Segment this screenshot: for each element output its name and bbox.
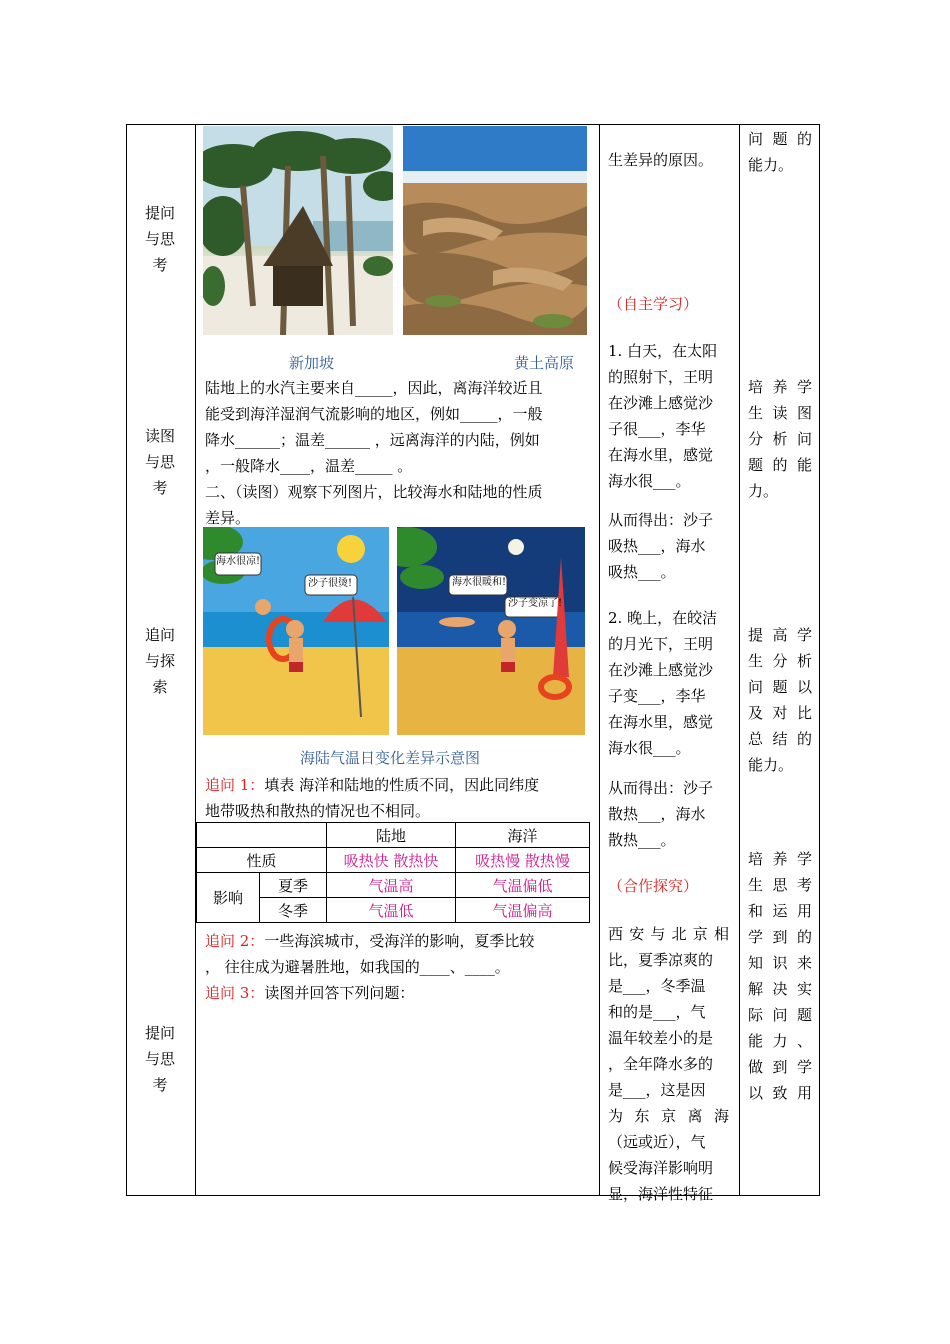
label-read-think: 读图与思考: [144, 427, 175, 497]
caption-cartoon: 海陆气温日变化差异示意图: [300, 749, 481, 767]
singapore-beach-photo: [203, 126, 393, 335]
row-winter: 冬季: [260, 898, 327, 923]
bubble-sea-warm: 海水很暖和!: [452, 577, 507, 588]
row-nature: 性质: [197, 848, 327, 873]
self-study-1-conclusion: 从而得出：沙子 吸热___，海水 吸热___。: [608, 511, 714, 581]
label-ask-explore: 追问与探索: [144, 626, 175, 696]
self-study-heading: （自主学习）: [608, 295, 699, 313]
question-2-3: 追问 2：一些海滨城市，受海洋的影响，夏季比较 ， 往往成为避暑胜地，如我国的____、____。 追问 3：读图并回答下列问题：: [205, 932, 535, 1002]
bubble-sand-hot: 沙子很烫!: [308, 578, 353, 589]
bubble-sea-cool: 海水很凉!: [216, 556, 261, 567]
goal-2: 培养学 生读图 分析问 题的能 力。: [748, 378, 812, 500]
comparison-table: [196, 822, 590, 923]
goal-4: 培养学 生思考 和运用 学到的 知识来 解决实 际问题 能力、 做到学 以致用: [748, 850, 812, 1102]
sea-summer: 气温偏低: [456, 873, 590, 898]
mid-col-top: 生差异的原因。: [608, 151, 714, 169]
caption-loess-plateau: 黄土高原: [514, 354, 575, 372]
row-summer: 夏季: [260, 873, 327, 898]
goal-1: 问题的 能力。: [748, 130, 812, 174]
paragraph-water-vapor: 陆地上的水汽主要来自_____，因此，离海洋较近且 能受到海洋湿润气流影响的地区，例如_____，一般 降水______；温差______ ，远离海洋的内陆，例如 ，一般降水____，温差_____ 。 二、（读图）观察下列图片，比较海水和陆地的性质 差异。: [205, 379, 543, 527]
column-divider: [739, 125, 740, 1195]
land-summer: 气温高: [327, 873, 456, 898]
loess-plateau-photo: [403, 126, 587, 335]
column-divider: [599, 125, 600, 1195]
row-impact: 影响: [197, 873, 260, 923]
goal-3: 提高学 生分析 问题以 及对比 总结的 能力。: [748, 626, 812, 774]
land-winter: 气温低: [327, 898, 456, 923]
cooperative-text: 西安与北京相 比，夏季凉爽的 是___，冬季温 和的是___，气 温年较差小的是 ，全年降水多的 是___，这是因 为东京离海 （远或近），气 候受海洋影响明 显，海洋性特征: [608, 925, 729, 1203]
label-question-think-1: 提问与思考: [144, 204, 175, 274]
self-study-1: 1. 白天，在太阳 的照射下，王明 在沙滩上感觉沙 子很___，李华 在海水里，感觉 海水很___。: [608, 342, 718, 490]
self-study-2: 2. 晚上，在皎洁 的月光下，王明 在沙滩上感觉沙 子变___，李华 在海水里，感觉 海水很___。: [608, 609, 718, 757]
cartoon-night-image: [397, 527, 585, 735]
question-1: 追问 1：填表 海洋和陆地的性质不同，因此同纬度 地带吸热和散热的情况也不相同。: [205, 776, 540, 820]
label-question-think-2: 提问与思考: [144, 1024, 175, 1094]
sea-winter: 气温偏高: [456, 898, 590, 923]
header-sea: 海洋: [456, 823, 590, 848]
self-study-2-conclusion: 从而得出：沙子 散热___，海水 散热___。: [608, 779, 714, 849]
cooperative-heading: （合作探究）: [608, 877, 699, 895]
caption-singapore: 新加坡: [289, 354, 335, 372]
land-nature: 吸热快 散热快: [327, 848, 456, 873]
column-divider: [195, 125, 196, 1195]
header-land: 陆地: [327, 823, 456, 848]
sea-nature: 吸热慢 散热慢: [456, 848, 590, 873]
bubble-sand-cool: 沙子变凉了!: [508, 598, 563, 609]
